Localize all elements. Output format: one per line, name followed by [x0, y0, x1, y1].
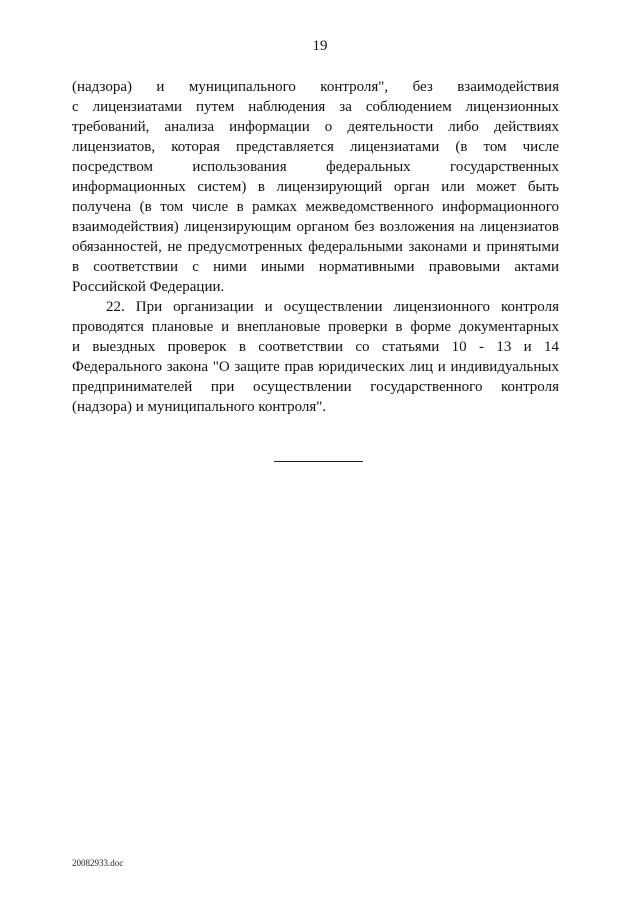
- text-line: в соответствии с ними иными нормативными правовыми актами: [72, 259, 559, 275]
- footer-doc-code: 20082933.doc: [72, 858, 124, 868]
- text-line: (надзора) и муниципального контроля".: [72, 399, 327, 415]
- text-line: Российской Федерации.: [72, 279, 225, 295]
- paragraph-1: [72, 77, 559, 297]
- text-line: предпринимателей при осуществлении государственного контроля: [72, 379, 559, 395]
- text-line: (надзора) и муниципального контроля", без взаимодействия: [72, 79, 559, 95]
- text-line: информационных систем) в лицензирующий орган или может быть: [72, 179, 559, 195]
- text-line: проводятся плановые и внеплановые проверки в форме документарных: [72, 319, 559, 335]
- text-line: Федерального закона "О защите прав юридических лиц и индивидуальных: [72, 359, 559, 375]
- text-line: взаимодействия) лицензирующим органом без возложения на лицензиатов: [72, 219, 559, 235]
- page-number: 19: [312, 38, 328, 54]
- text-line: обязанностей, не предусмотренных федеральными законами и принятыми: [72, 239, 559, 255]
- text-line: и выездных проверок в соответствии со статьями 10 - 13 и 14: [72, 339, 559, 355]
- text-line: получена (в том числе в рамках межведомственного информационного: [72, 199, 559, 215]
- text-line: требований, анализа информации о деятельности либо действиях: [72, 119, 559, 135]
- text-line: посредством использования федеральных государственных: [72, 159, 559, 175]
- end-separator-line: [274, 461, 363, 462]
- text-line: 22. При организации и осуществлении лицензионного контроля: [106, 299, 559, 315]
- paragraph-2: [72, 297, 559, 417]
- document-body: [72, 77, 559, 417]
- text-line: с лицензиатами путем наблюдения за соблюдением лицензионных: [72, 99, 559, 115]
- text-line: лицензиатов, которая представляется лицензиатами (в том числе: [72, 139, 559, 155]
